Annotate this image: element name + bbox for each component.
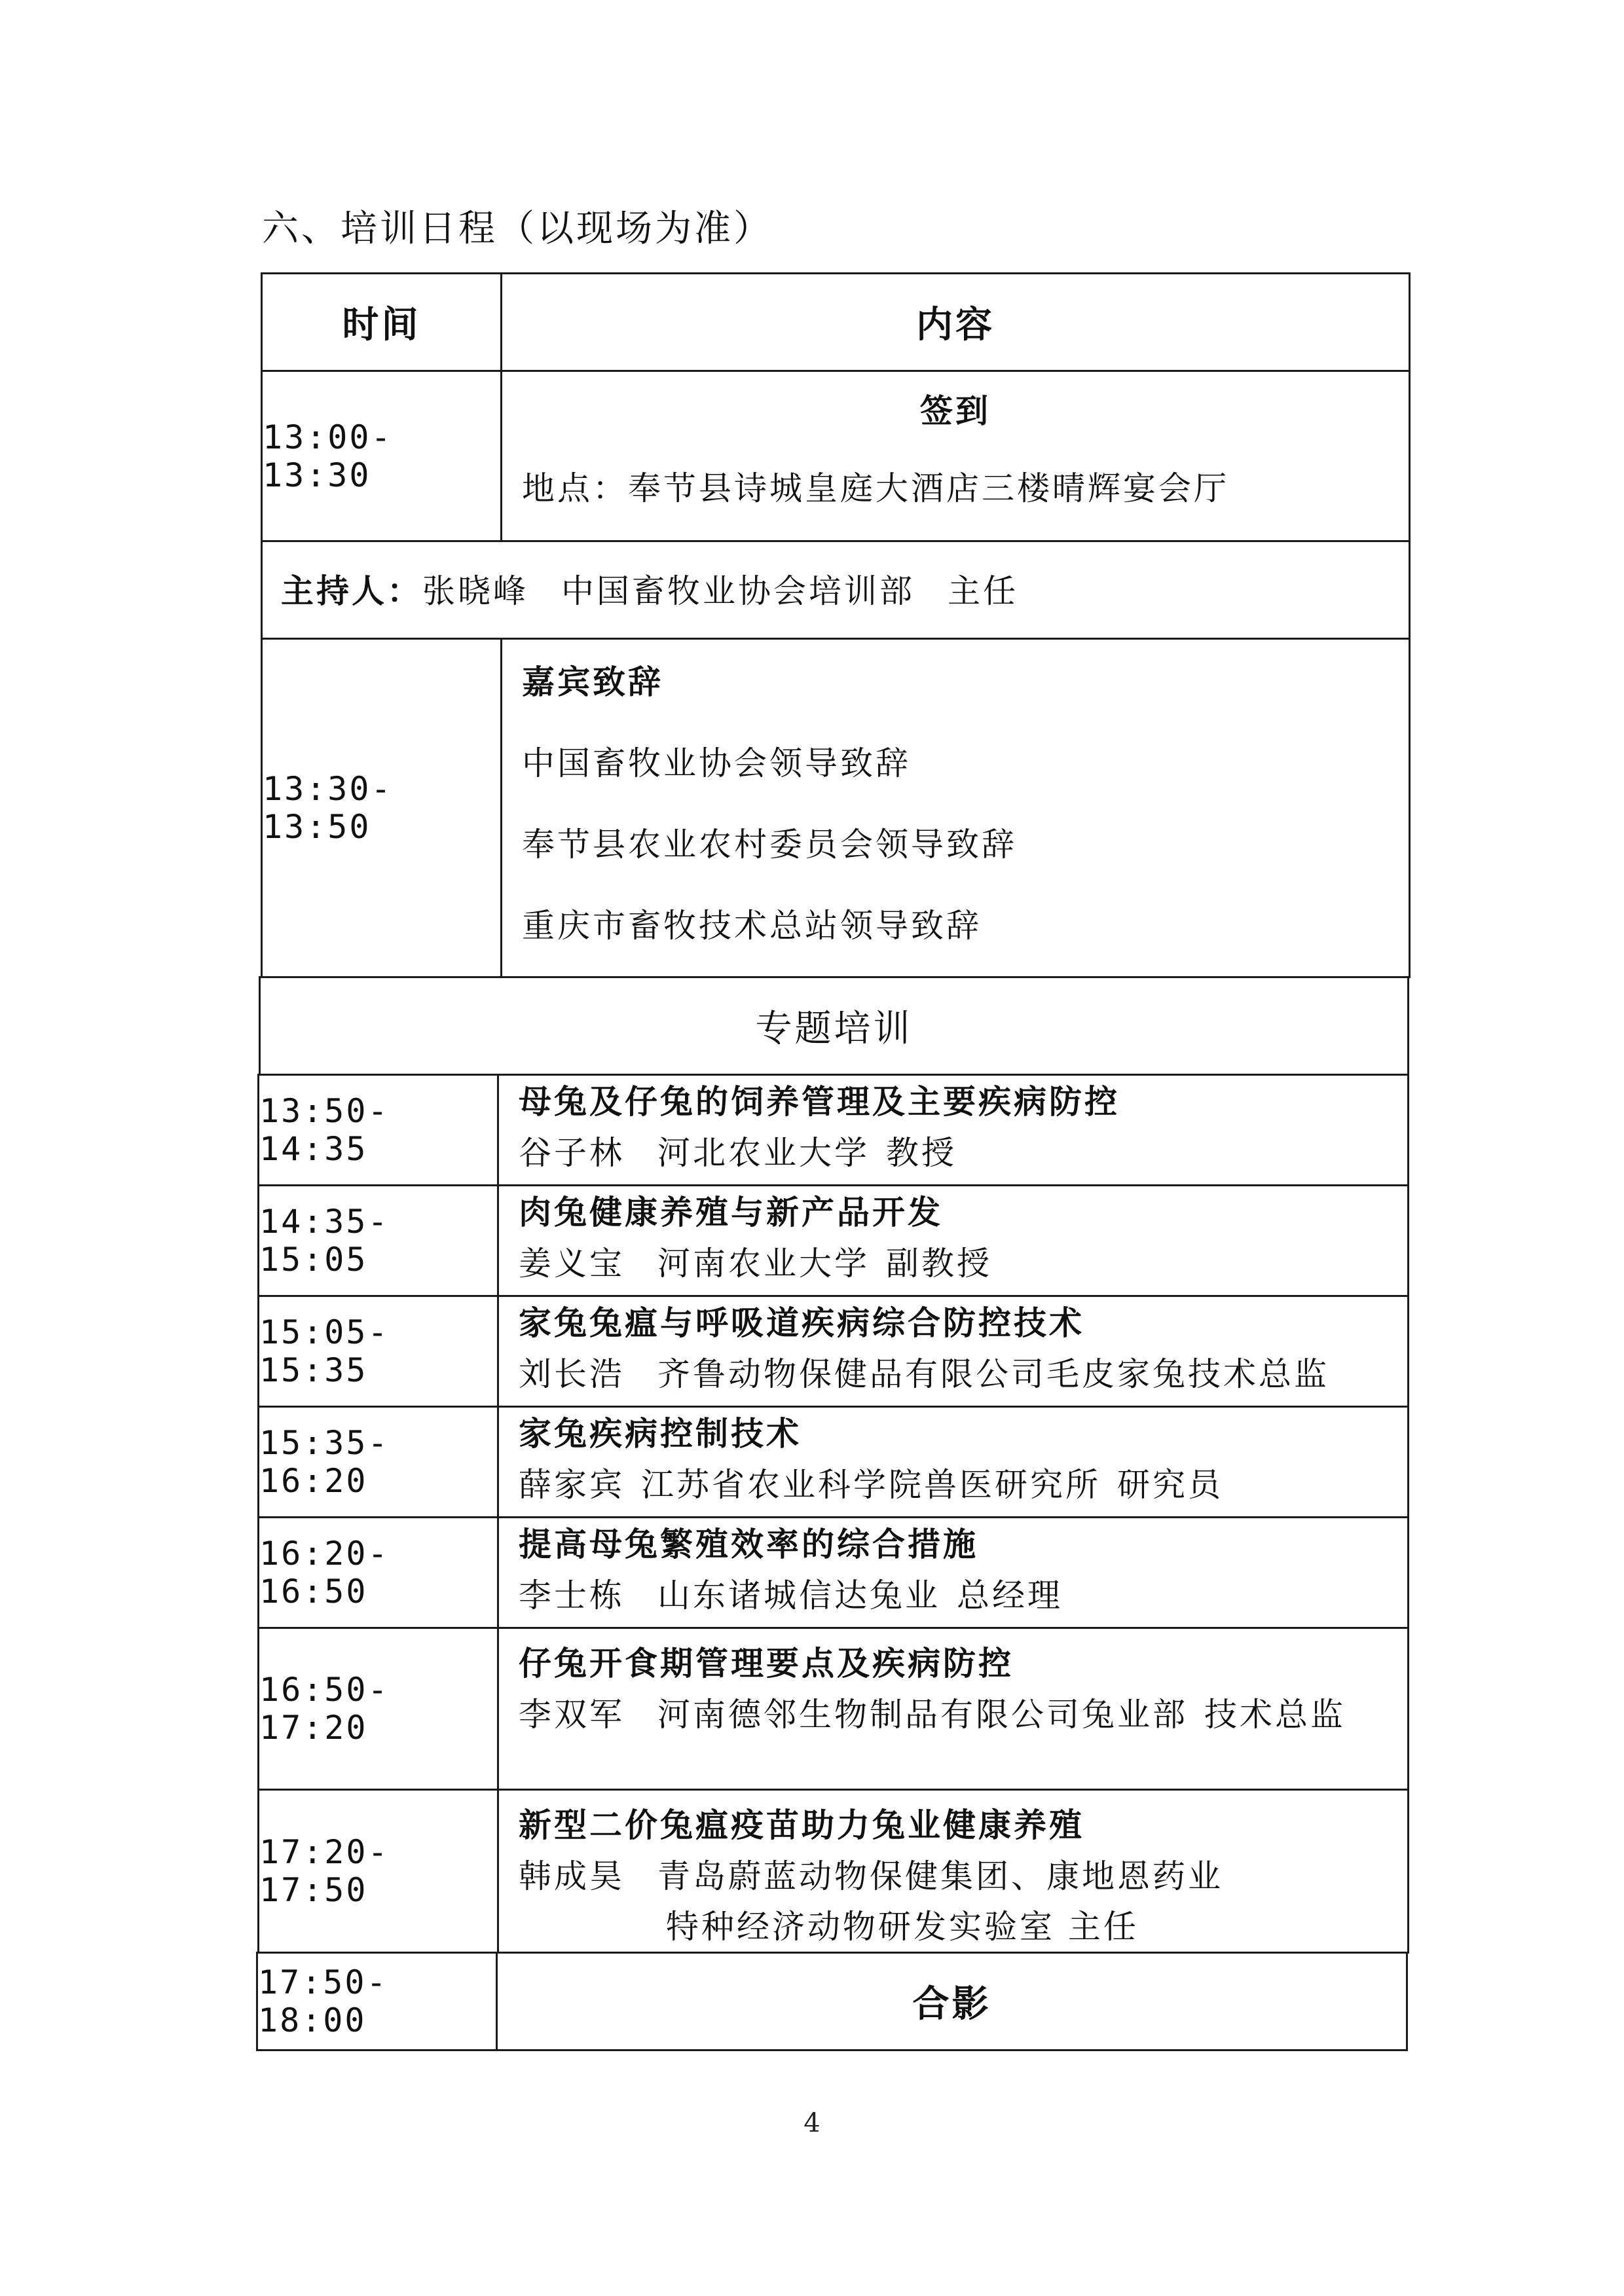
session-time-cell [257, 1516, 499, 1629]
session-time: 15:05-15:35 [259, 1313, 390, 1389]
photo-title: 合影 [912, 1983, 991, 2026]
speech-item: 中国畜牧业协会领导致辞 [522, 744, 911, 782]
speech-title: 嘉宾致辞 [522, 663, 663, 701]
session-time-cell [257, 1789, 499, 1954]
session-time-cell [257, 1184, 499, 1297]
special-training-cell [259, 976, 1409, 1076]
session-role: 副教授 [886, 1245, 992, 1283]
session-speaker: 韩成昊 [519, 1857, 625, 1895]
session-content-cell [497, 1184, 1409, 1297]
session-org: 青岛蔚蓝动物保健集团、康地恩药业 [657, 1857, 1223, 1895]
session-speaker: 谷子林 [519, 1134, 625, 1172]
session-speaker: 刘长浩 [519, 1355, 625, 1393]
host-name: 张晓峰 [422, 572, 528, 610]
session-time: 15:35-16:20 [259, 1424, 390, 1500]
session-role: 总经理 [957, 1576, 1063, 1614]
session-speaker: 李士栋 [519, 1576, 625, 1614]
session-speaker-line [519, 1690, 1370, 1741]
session-speaker: 李双军 [519, 1695, 625, 1734]
session-time: 16:50-17:20 [259, 1671, 390, 1747]
header-content-cell [500, 272, 1411, 372]
session-content-cell [497, 1627, 1409, 1791]
session-speaker-line [519, 1245, 1388, 1283]
session-speaker-line [519, 1851, 1388, 1903]
session-speaker: 薛家宾 [519, 1466, 625, 1504]
session-org: 河北农业大学 [657, 1134, 870, 1172]
session-time: 16:20-16:50 [259, 1535, 390, 1611]
session-time: 13:50-14:35 [259, 1092, 390, 1168]
session-content-cell [497, 1406, 1409, 1518]
speech-item: 重庆市畜牧技术总站领导致辞 [522, 907, 982, 945]
session-speaker-line [519, 1355, 1388, 1393]
page-number: 4 [803, 2108, 821, 2138]
speech-content-cell [500, 638, 1411, 978]
special-training-title: 专题培训 [755, 1008, 913, 1050]
session-speaker-line [519, 1134, 1388, 1172]
header-time: 时间 [342, 304, 421, 346]
session-org: 河南农业大学 [657, 1245, 870, 1283]
session-content-cell [497, 1074, 1409, 1186]
host-label: 主持人： [281, 572, 422, 610]
session-role: 教授 [886, 1134, 957, 1172]
checkin-title: 签到 [920, 392, 991, 430]
session-role: 特种经济动物研发实验室 主任 [666, 1908, 1139, 1946]
session-topic: 提高母兔繁殖效率的综合措施 [519, 1525, 978, 1563]
header-content: 内容 [916, 304, 995, 346]
session-content-cell [497, 1295, 1409, 1408]
session-org: 山东诸城信达兔业 [657, 1576, 940, 1614]
session-org: 江苏省农业科学院兽医研究所 [641, 1466, 1101, 1504]
session-topic: 家兔兔瘟与呼吸道疾病综合防控技术 [519, 1304, 1084, 1342]
checkin-content-cell [500, 370, 1411, 542]
section-title: 六、培训日程（以现场为准） [262, 208, 773, 250]
speech-item: 奉节县农业农村委员会领导致辞 [522, 826, 1017, 864]
session-topic: 肉兔健康养殖与新产品开发 [519, 1194, 943, 1231]
speech-time: 13:30-13:50 [263, 770, 393, 846]
photo-content-cell [496, 1952, 1408, 2051]
checkin-location: 地点：奉节县诗城皇庭大酒店三楼晴辉宴会厅 [522, 469, 1229, 507]
session-content-cell [497, 1516, 1409, 1629]
session-time: 17:20-17:50 [259, 1833, 390, 1909]
session-speaker-line [519, 1466, 1388, 1504]
session-org: 河南德邻生物制品有限公司兔业部 [657, 1695, 1188, 1734]
speech-time-cell [261, 638, 502, 978]
session-content-cell [497, 1789, 1409, 1954]
photo-time-cell [256, 1952, 498, 2051]
photo-time: 17:50-18:00 [258, 1963, 388, 2039]
session-time-cell [257, 1074, 499, 1186]
host-role: 主任 [948, 572, 1018, 610]
session-time-cell [257, 1295, 499, 1408]
session-topic: 家兔疾病控制技术 [519, 1415, 802, 1453]
host-cell [261, 540, 1411, 640]
session-time-cell [257, 1406, 499, 1518]
session-topic: 新型二价兔瘟疫苗助力兔业健康养殖 [519, 1806, 1084, 1844]
checkin-time-cell [261, 370, 502, 542]
checkin-time: 13:00-13:30 [263, 418, 393, 494]
session-time-cell [257, 1627, 499, 1791]
session-time: 14:35-15:05 [259, 1203, 390, 1279]
session-role: 技术总监 [1204, 1695, 1346, 1734]
session-speaker-line [519, 1576, 1388, 1614]
host-org: 中国畜牧业协会培训部 [561, 572, 915, 610]
session-speaker: 姜义宝 [519, 1245, 625, 1283]
session-org: 齐鲁动物保健品有限公司毛皮家兔技术总监 [657, 1355, 1329, 1393]
session-topic: 母兔及仔兔的饲养管理及主要疾病防控 [519, 1083, 1120, 1121]
session-role: 研究员 [1117, 1466, 1223, 1504]
session-topic: 仔兔开食期管理要点及疾病防控 [519, 1645, 1014, 1683]
header-time-cell [261, 272, 502, 372]
